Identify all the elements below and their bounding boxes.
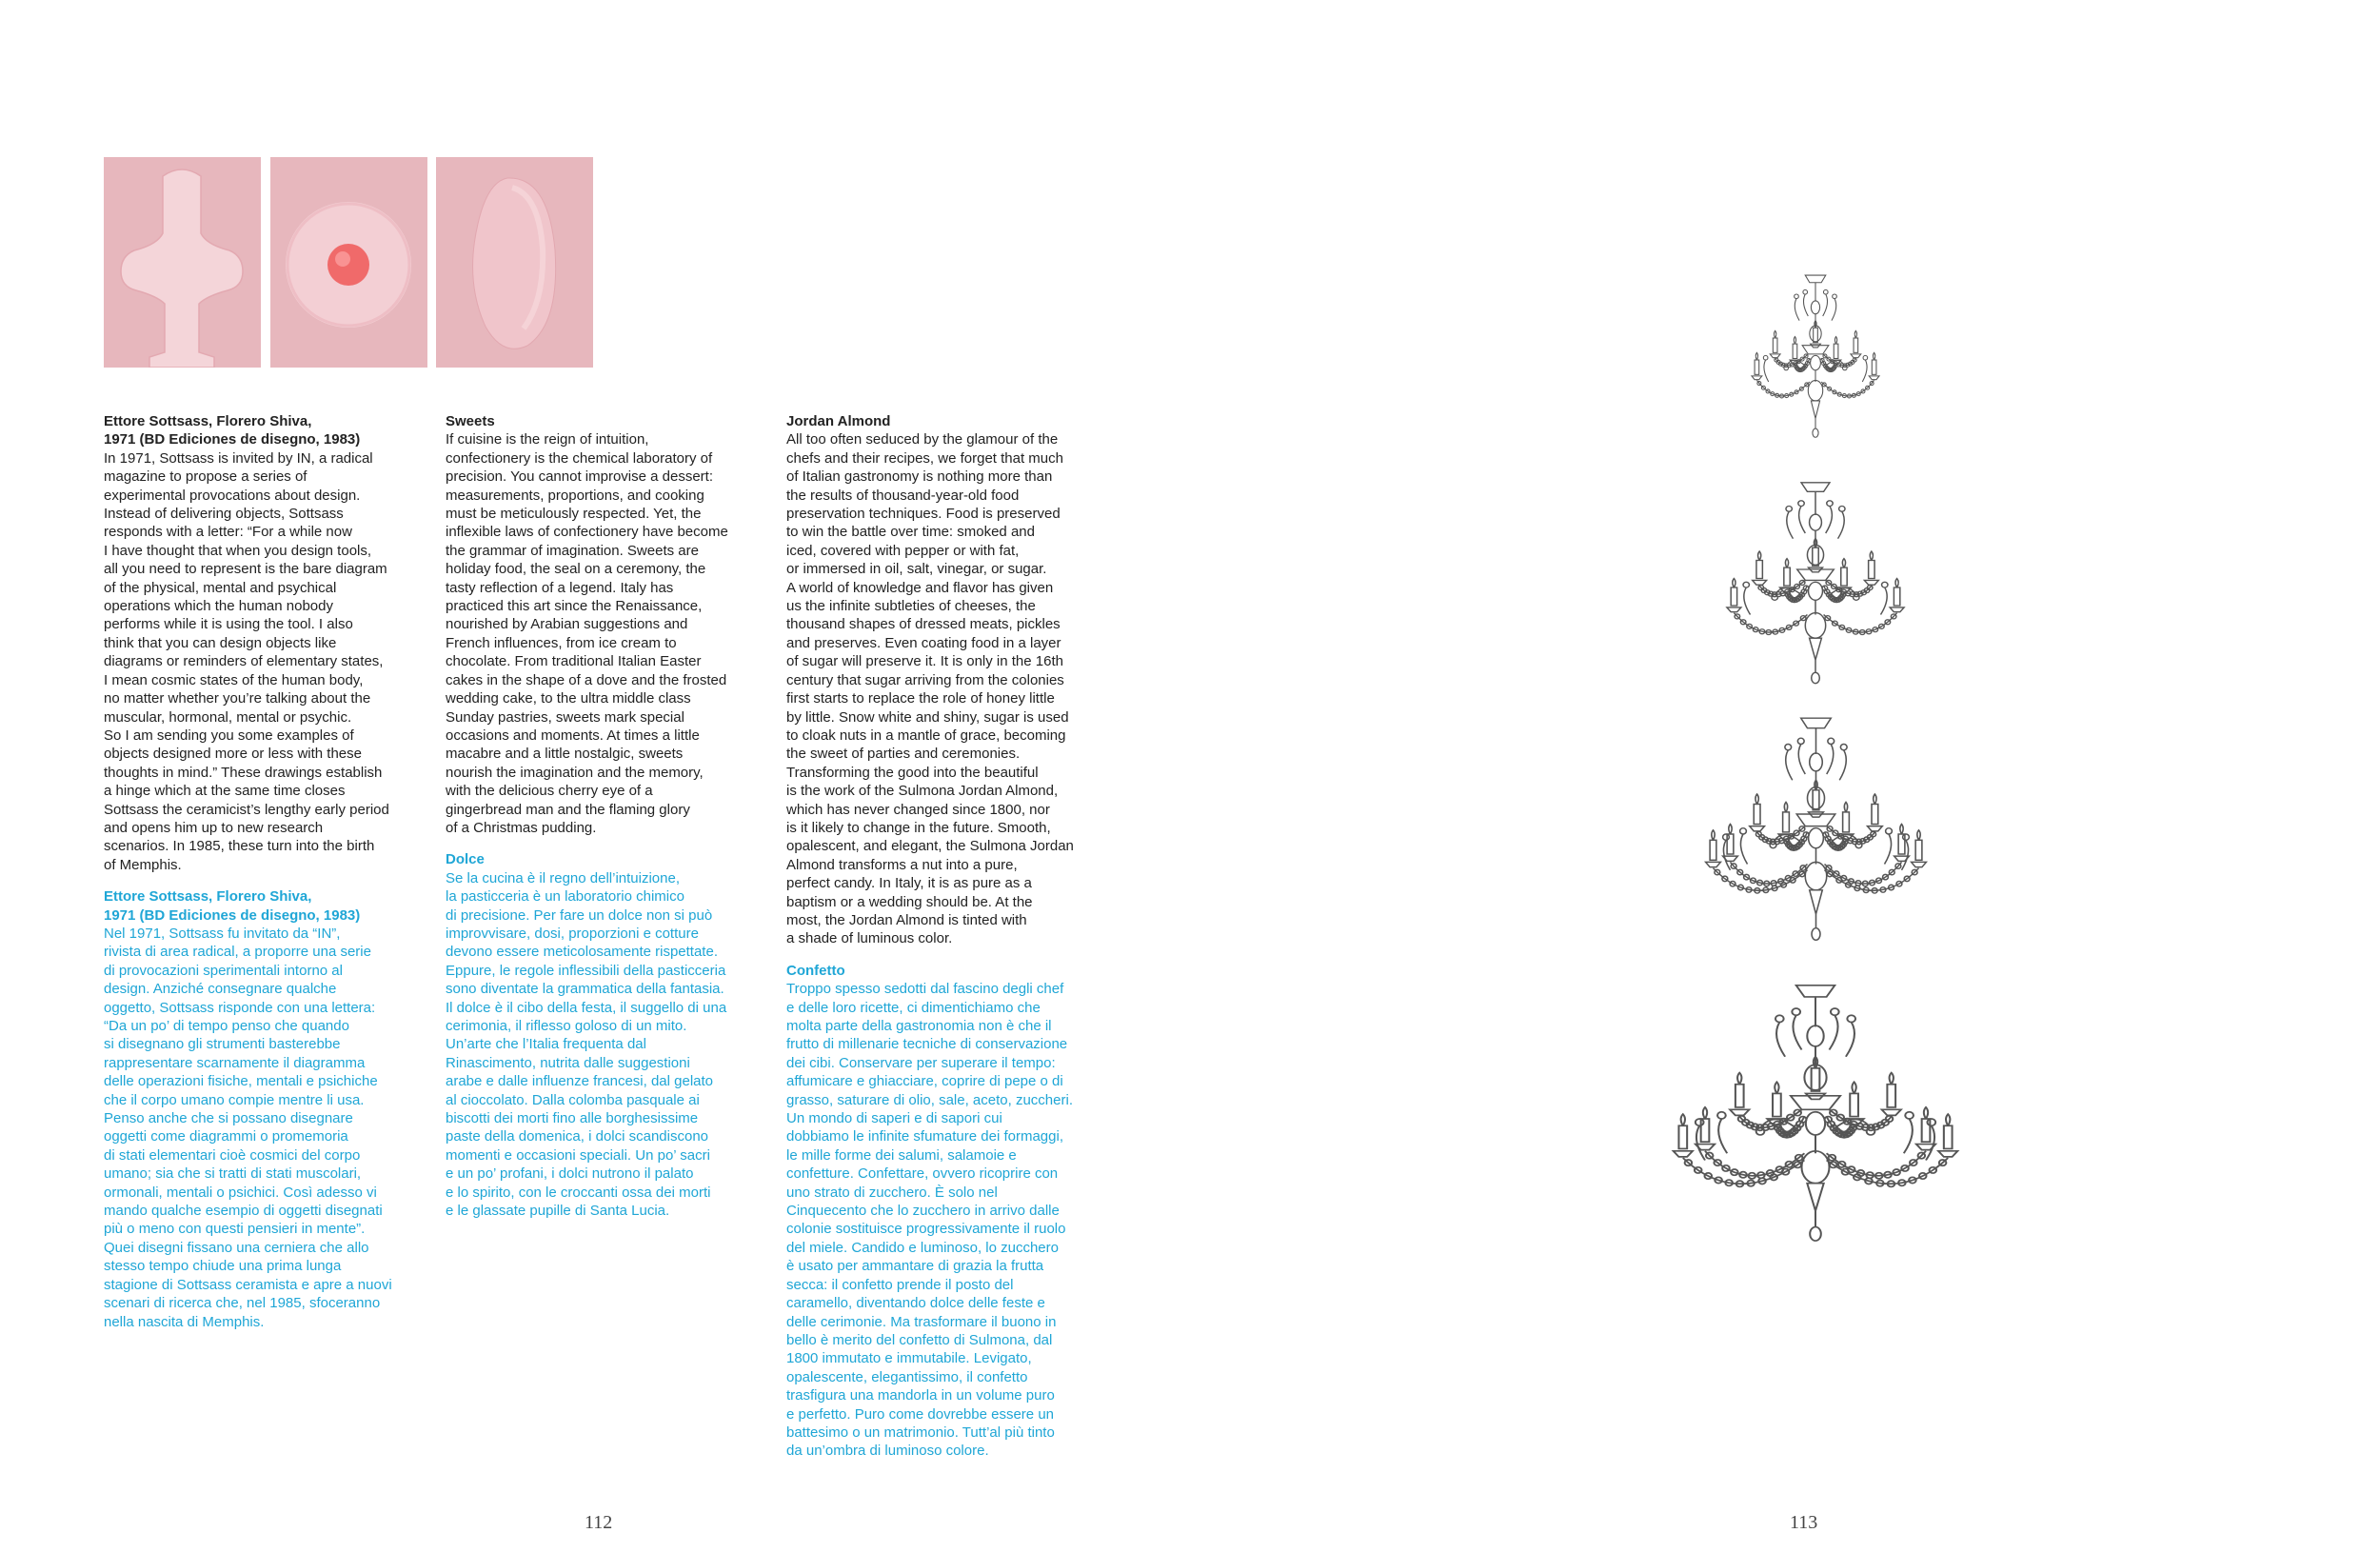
page-number-left: 112: [585, 1512, 613, 1533]
chandelier-small-drawing: [1742, 272, 1889, 448]
column-shiva: [104, 412, 418, 1331]
shiva-body-it: Nel 1971, Sottsass fu invitato da “IN”, rivista di area radical, a proporre una serie di provocazioni sperimentali intorno al design. Anziché consegnare qualche oggetto, Sottsass risponde con una lettera: “Da un po’ di tempo penso che quando si disegnano gli strumenti basterebbe rappresentare scarnamente il diagramma delle operazioni fisiche, mentali e psichiche che il corpo umano compie mentre li usa. Penso anche che si possano disegnare oggetti come diagrammi o promemoria di stati elementari cioè cosmici del corpo umano; sia che si tratti di stati muscolari, ormonali, mentali o psichici. Così adesso vi mando qualche esempio di oggetti disegnati più o meno con questi pensieri in mente”. Quei disegni fissano una cerniera che allo stesso tempo chiude una prima lunga stagione di Sottsass ceramista e apre a nuovi scenari di ricerca che, nel 1985, sfoceranno nella nascita di Memphis.: [104, 925, 392, 1330]
shiva-almond-image: [436, 157, 593, 368]
shiva-breast-image: [270, 157, 427, 368]
shiva-title-it: Ettore Sottsass, Florero Shiva, 1971 (BD Ediciones de disegno, 1983): [104, 888, 361, 924]
page-number-right: 113: [1790, 1512, 1818, 1533]
column-sweets: [446, 412, 760, 1220]
shiva-vase-image: [104, 157, 261, 368]
chandelier-xlarge-drawing: [1677, 981, 1954, 1257]
almond-title-en: Jordan Almond: [786, 413, 891, 429]
shiva-body-en: In 1971, Sottsass is invited by IN, a radical magazine to propose a series of experimental provocations about design. Instead of delivering objects, Sottsass responds with a letter: “For a while now I have thought that when you design tools, all you need to represent is the bare diagram of the physical, mental and psychical operations which the human nobody performs while it is using the tool. I also think that you can design objects like diagrams or reminders of elementary states, I mean cosmic states of the human body, no matter whether you’re talking about the muscular, hormonal, mental or psychic. So I am sending you some examples of objects designed more or less with these thoughts in mind.” These drawings establish a hinge which at the same time closes Sottsass the ceramicist’s lengthy early period and opens him up to new research scenarios. In 1985, these turn into the birth of Memphis.: [104, 449, 389, 873]
sweets-body-it: Se la cucina è il regno dell’intuizione, la pasticceria è un laboratorio chimico di precisione. Per fare un dolce non si può improvvisare, dosi, proporzioni e cotture devono essere meticolosamente rispettate. Eppure, le regole inflessibili della pasticceria sono diventate la grammatica della fantasia. Il dolce è il cibo della festa, il suggello di una cerimonia, il riflesso goloso di un mito. Un’arte che l’Italia frequenta dal Rinascimento, nutrita dalle suggestioni arabe e dalle influenze francesi, dal gelato al cioccolato. Dalla colomba pasquale ai biscotti dei morti fino alle borghesissime paste della domenica, i dolci scandiscono momenti e occasioni speciali. Un po’ sacri e un po’ profani, i dolci nutrono il palato e lo spirito, con le croccanti ossa dei morti e le glassate pupille di Santa Lucia.: [446, 869, 727, 1220]
almond-body-it: Troppo spesso sedotti dal fascino degli chef e delle loro ricette, ci dimentichiamo che molta parte della gastronomia non è che il frutto di millenarie tecniche di conservazione dei cibi. Conservare per superare il tempo: affumicare e ghiacciare, coprire di pepe o di grasso, saturare di olio, sale, aceto, zuccheri. Un mondo di saperi e di sapori cui dobbiamo le infinite sfumature dei formaggi, le mille forme dei salumi, salamoie e confetture. Confettare, ovvero ricoprire con uno strato di zucchero. È solo nel Cinquecento che lo zucchero in arrivo dalle colonie sostituisce progressivamente il ruolo del miele. Candido e luminoso, lo zucchero è usato per ammantare di grazia la frutta secca: il confetto prende il posto del caramello, diventando dolce delle feste e delle cerimonie. Ma trasformare il buono in bello è merito del confetto di Sulmona, dal 1800 immutato e immutabile. Levigato, opalescente, elegantissimo, il confetto trasfigura una mandorla in un volume puro e perfetto. Puro come dovrebbe essere un battesimo o un matrimonio. Tutt’al più tinto da un’ombra di luminoso colore.: [786, 981, 1073, 1460]
sweets-body-en: If cuisine is the reign of intuition, confectionery is the chemical laboratory of precision. You cannot improvise a dessert: measurements, proportions, and cooking must be meticulously respected. Yet, the inflexible laws of confectionery have become the grammar of imagination. Sweets are holiday food, the seal on a ceremony, the tasty reflection of a legend. Italy has practiced this art since the Renaissance, nourished by Arabian suggestions and French influences, from ice cream to chocolate. From traditional Italian Easter cakes in the shape of a dove and the frosted wedding cake, to the ultra middle class Sunday pastries, sweets mark special occasions and moments. At times a little macabre and a little nostalgic, sweets nourish the imagination and the memory, with the delicious cherry eye of a gingerbread man and the flaming glory of a Christmas pudding.: [446, 431, 728, 836]
photo-shiva-phallus-vase: [104, 157, 261, 368]
shiva-title-en: Ettore Sottsass, Florero Shiva, 1971 (BD Ediciones de disegno, 1983): [104, 413, 361, 448]
sweets-title-en: Sweets: [446, 413, 495, 429]
sweets-title-it: Dolce: [446, 851, 485, 868]
photo-shiva-breast-plate: [270, 157, 427, 368]
sweets-italian-block: [446, 850, 760, 1220]
photo-shiva-almond-plate: [436, 157, 593, 368]
chandelier-small: [1742, 272, 1889, 448]
almond-italian-block: [786, 962, 1101, 1461]
chandelier-medium: [1714, 479, 1917, 696]
chandelier-large-drawing: [1709, 714, 1923, 954]
chandelier-xlarge: [1677, 981, 1954, 1257]
column-jordan-almond: [786, 412, 1101, 1461]
chandelier-medium-drawing: [1714, 479, 1917, 696]
almond-title-it: Confetto: [786, 962, 845, 979]
shiva-italian-block: [104, 887, 418, 1331]
almond-body-en: All too often seduced by the glamour of the chefs and their recipes, we forget that much of Italian gastronomy is nothing more than the results of thousand-year-old food preservation techniques. Food is preserved to win the battle over time: smoked and iced, covered with pepper or with fat, or immersed in oil, salt, vinegar, or sugar. A world of knowledge and flavor has given us the infinite subtleties of cheeses, the thousand shapes of dressed meats, pickles and preserves. Even coating food in a layer of sugar will preserve it. It is only in the 16th century that sugar arriving from the colonies first starts to replace the role of honey little by little. Snow white and shiny, sugar is used to cloak nuts in a mantle of grace, becoming the sweet of parties and ceremonies. Transforming the good into the beautiful is the work of the Sulmona Jordan Almond, which has never changed since 1800, nor is it likely to change in the future. Smooth, opalescent, and elegant, the Sulmona Jordan Almond transforms a nut into a pure, perfect candy. In Italy, it is as pure as a baptism or a wedding should be. At the most, the Jordan Almond is tinted with a shade of luminous color.: [786, 431, 1074, 947]
chandelier-large: [1709, 714, 1923, 954]
